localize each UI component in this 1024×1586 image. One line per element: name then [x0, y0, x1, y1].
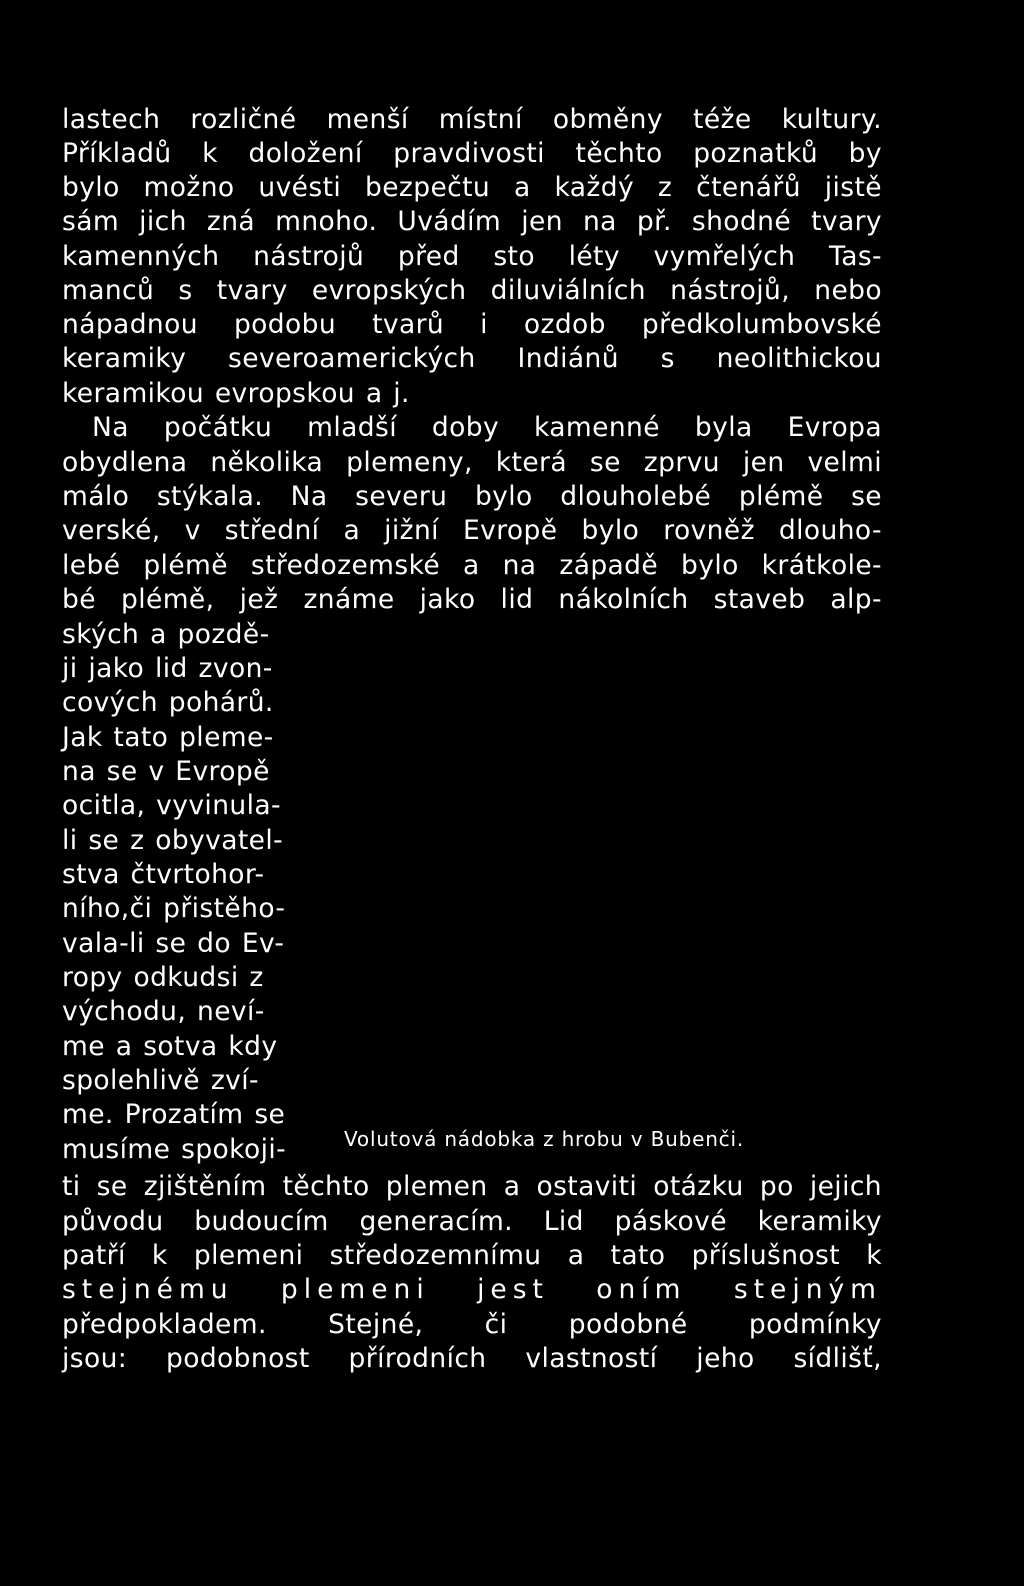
text-line-27: východu, neví- — [62, 996, 265, 1027]
text-line-33: původu budoucím generacím. Lid páskové keramiky — [62, 1206, 882, 1237]
text-line-24: ního,či přistěho- — [62, 893, 286, 924]
text-line-16: ských a pozdě- — [62, 619, 270, 650]
text-line-19: Jak tato pleme- — [62, 722, 274, 753]
text-line-8: keramiky severoamerických Indiánů s neolithickou — [62, 343, 882, 374]
text-line-37: jsou: podobnost přírodních vlastností jeho sídlišť, — [62, 1343, 882, 1374]
text-line-2: Příkladů k doložení pravdivosti těchto poznatků by — [62, 138, 882, 169]
text-line-6: manců s tvary evropských diluviálních nástrojů, nebo — [62, 275, 882, 306]
text-line-4: sám jich zná mnoho. Uvádím jen na př. shodné tvary — [62, 206, 882, 237]
text-line-20: na se v Evropě — [62, 756, 270, 787]
text-line-36: předpokladem. Stejné, či podobné podmínky — [62, 1309, 882, 1340]
text-line-15: bé plémě, jež známe jako lid nákolních staveb alp- — [62, 584, 882, 615]
text-line-30: me. Prozatím se — [62, 1099, 286, 1130]
text-line-26: ropy odkudsi z — [62, 962, 264, 993]
text-line-5: kamenných nástrojů před sto léty vymřelých Tas- — [62, 241, 882, 272]
text-line-12: málo stýkala. Na severu bylo dlouholebé plémě se — [62, 481, 882, 512]
text-line-17: ji jako lid zvon- — [62, 653, 273, 684]
text-line-29: spolehlivě zví- — [62, 1065, 259, 1096]
text-line-34: patří k plemeni středozemnímu a tato příslušnost k — [62, 1240, 882, 1271]
text-line-32: ti se zjištěním těchto plemen a ostaviti otázku po jejich — [62, 1171, 882, 1202]
figure-area — [320, 640, 880, 1110]
text-line-1: lastech rozličné menší místní obměny téže kultury. — [62, 104, 882, 135]
text-line-14: lebé plémě středozemské a na západě bylo krátkole- — [62, 550, 882, 581]
text-line-25: vala-li se do Ev- — [62, 928, 285, 959]
text-line-11: obydlena několika plemeny, která se zprvu jen velmi — [62, 447, 882, 478]
text-line-28: me a sotva kdy — [62, 1031, 278, 1062]
text-line-3: bylo možno uvésti bezpečtu a každý z čtenářů jistě — [62, 172, 882, 203]
text-line-23: stva čtvrtohor- — [62, 859, 265, 890]
text-line-22: li se z obyvatel- — [62, 825, 284, 856]
text-line-7: nápadnou podobu tvarů i ozdob předkolumbovské — [62, 309, 882, 340]
figure-caption: Volutová nádobka z hrobu v Bubenči. — [344, 1127, 744, 1151]
text-line-10: Na počátku mladší doby kamenné byla Evropa — [92, 412, 882, 443]
text-line-13: verské, v střední a jižní Evropě bylo rovněž dlouho- — [62, 515, 882, 546]
text-line-9: keramikou evropskou a j. — [62, 378, 410, 409]
text-line-35: stejnému plemeni jest oním stejným — [62, 1274, 882, 1305]
text-line-18: cových pohárů. — [62, 687, 274, 718]
text-line-21: ocitla, vyvinula- — [62, 790, 281, 821]
text-line-31: musíme spokoji- — [62, 1134, 287, 1165]
